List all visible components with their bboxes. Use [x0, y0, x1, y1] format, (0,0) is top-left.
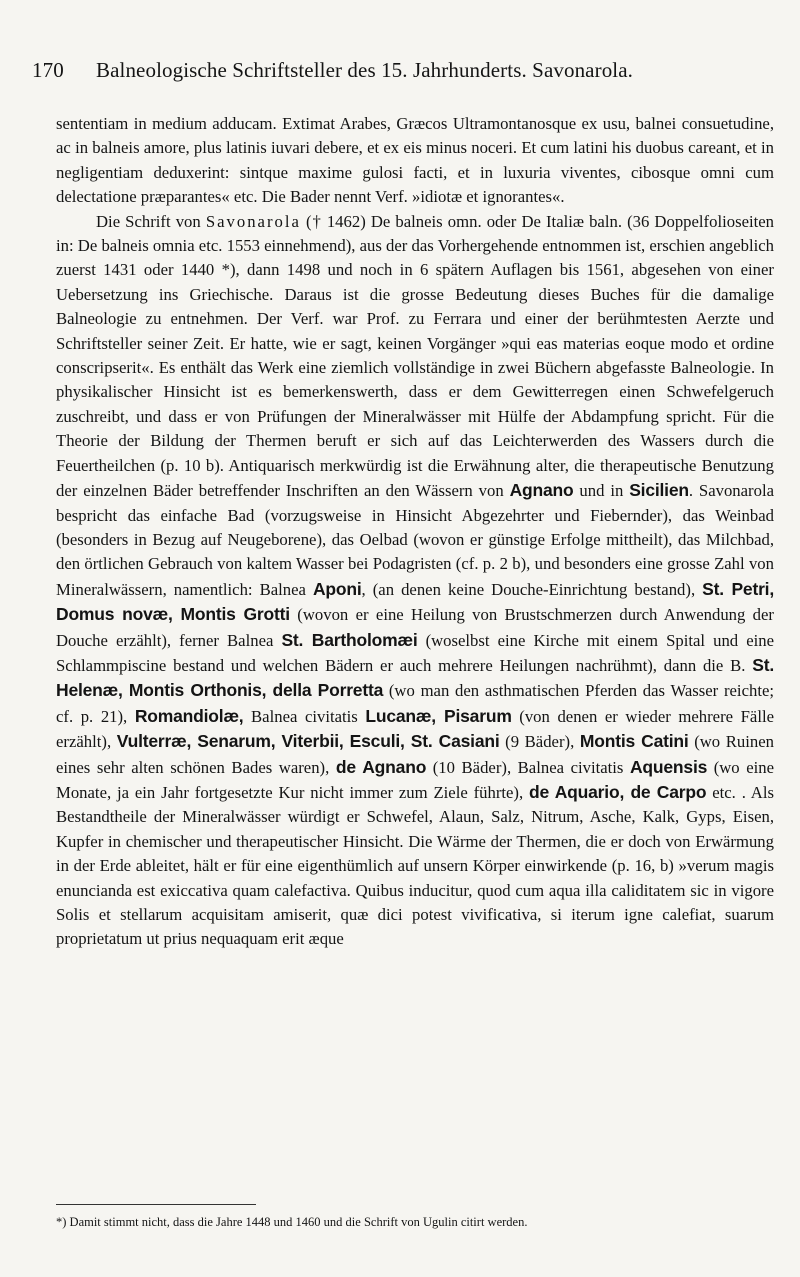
place-name: St. Helenæ, Montis Orthonis, della Porretta: [56, 654, 774, 701]
footnote-rule: [56, 1204, 256, 1205]
text-run: Balnea civitatis: [243, 706, 366, 726]
text-run: etc. . Als Bestandtheile der Mineralwässer würdigt er Schwefel, Alaun, Salz, Nitrum, Asche, Kalk, Gyps, Eisen, Kupfer in chemischer und therapeutischer Hinsicht. Die Wärme der Thermen, die er doch von Erwärmung in der Erde ableitet, hält er für eine eigenthümlich auf unsern Körper einwirkende (p. 16, b) »verum magis enuncianda est exiccativa quam calefactiva. Quibus inducitur, quod cum aqua illa caliditatem sic in vigore Solis et stellarum acquisitam amiserit, quæ dici potest vivificativa, si iterum igne calefiat, suarum proprietatum ut prius nequaquam erit æque: [56, 782, 774, 949]
text-run: (10 Bäder), Balnea civitatis: [426, 757, 630, 777]
place-name: Romandiolæ,: [134, 705, 244, 726]
place-name: Montis Catini: [579, 731, 689, 752]
text-run: und in: [573, 481, 630, 501]
paragraph-savonarola: [56, 210, 774, 952]
author-name: Savonarola: [205, 211, 301, 231]
text-run: Die Schrift von: [96, 211, 206, 231]
text-run: (wo Ruinen eines sehr alten schönen Bades waren),: [56, 732, 774, 777]
text-run: († 1462) De balneis omn. oder De Italiæ baln. (36 Doppelfolioseiten in: De balneis omnia etc. 1553 einnehmend), aus der das Vorhergehende entnommen ist, erschien angeblich zuerst 1431 oder 1440 *), dann 1498 und noch in 6 spätern Auflagen bis 1561, abgesehen von einer Uebersetzung ins Griechische. Daraus ist die grosse Bedeutung dieses Buches für die damalige Balneologie zu entnehmen. Der Verf. war Prof. zu Ferrara und einer der berühmtesten Aerzte und Schriftsteller seiner Zeit. Er hatte, wie er sagt, keinen Vorgänger »qui eas materias eoque modo et ordine conscripserit«. Es enthält das Werk eine ziemlich vollständige in zwei Büchern abgefasste Balneologie. In physikalischer Hinsicht ist es bemerkenswerth, dass er dem Gewitterregen einen Schwefelgeruch zuschreibt, und dass er von Prüfungen der Mineralwässer mit Hülfe der Abdampfung spricht. Für die Theorie der Bildung der Thermen beruft er sich auf das Leichterwerden des Wassers durch die Feuertheilchen (p. 10 b). Antiquarisch merkwürdig ist die Erwähnung alter, die therapeutische Benutzung der einzelnen Bäder betreffender Inschriften an den Wässern von: [56, 211, 774, 501]
place-name: Vulterræ, Senarum, Viterbii, Esculi, St. Casiani: [116, 731, 500, 752]
text-run: (9 Bäder),: [499, 732, 580, 752]
page-number: 170: [32, 58, 64, 82]
place-name: de Aquario, de Carpo: [529, 781, 707, 802]
text-run: , (an denen keine Douche-Einrichtung bestand),: [361, 579, 703, 599]
text-run: (von denen er wieder mehrere Fälle erzählt),: [56, 706, 775, 752]
place-name: de Agnano: [335, 756, 427, 777]
place-name: Aquensis: [629, 756, 708, 777]
footnote: *) Damit stimmt nicht, dass die Jahre 1448 und 1460 und die Schrift von Ugulin citirt werden.: [56, 1215, 528, 1229]
paragraph-continuation: [56, 112, 774, 210]
place-name: Agnano: [509, 480, 574, 501]
running-header: [32, 58, 772, 86]
place-name: Lucanæ, Pisarum: [365, 705, 512, 726]
place-name: Sicilien: [629, 480, 689, 501]
text-run: sententiam in medium adducam. Extimat Arabes, Græcos Ultramontanosque ex usu, balnei consuetudine, ac in balneis amore, plus latinis iuvari debere, et ex eis minus noceri. Et cum latini his duobus careant, et in negligentiam deduxerint: sintque maxime gulosi facti, et in luxuria viventes, cibosque omni cum delectatione præparantes« etc. Die Bader nennt Verf. »idiotæ et ignorantes«.: [56, 114, 774, 207]
place-name: St. Bartholomæi: [281, 629, 418, 650]
text-run: (wovon er eine Heilung von Brustschmerzen durch Anwendung der Douche erzählt), ferner Balnea: [56, 605, 774, 650]
body-text: [56, 112, 774, 952]
place-name: St. Petri, Domus novæ, Montis Grotti: [56, 578, 775, 625]
text-run: (wo man den asthmatischen Pferden das Wasser reichte; cf. p. 21),: [56, 681, 774, 726]
place-name: Aponi: [312, 578, 362, 599]
text-run: . Savonarola bespricht das einfache Bad (vorzugsweise in Hinsicht Abgezehrter und Fiebernder), das Weinbad (besonders in Bezug auf Neugeborene), das Oelbad (wovon er günstige Erfolge mittheilt), das Milchbad, den örtlichen Gebrauch von kaltem Wasser bei Podagristen (cf. p. 2 b), und besonders eine grosse Zahl von Mineralwässern, namentlich: Balnea: [56, 481, 774, 599]
text-run: (woselbst eine Kirche mit einem Spital und eine Schlammpiscine bestand und welchen Bädern er auch mehrere Heilungen nachrühmt), dann die B.: [56, 630, 774, 675]
text-run: (wo eine Monate, ja ein Jahr fortgesetzte Kur nicht immer zum Ziele führte),: [56, 757, 775, 802]
running-title: Balneologische Schriftsteller des 15. Jahrhunderts. Savonarola.: [96, 58, 634, 82]
